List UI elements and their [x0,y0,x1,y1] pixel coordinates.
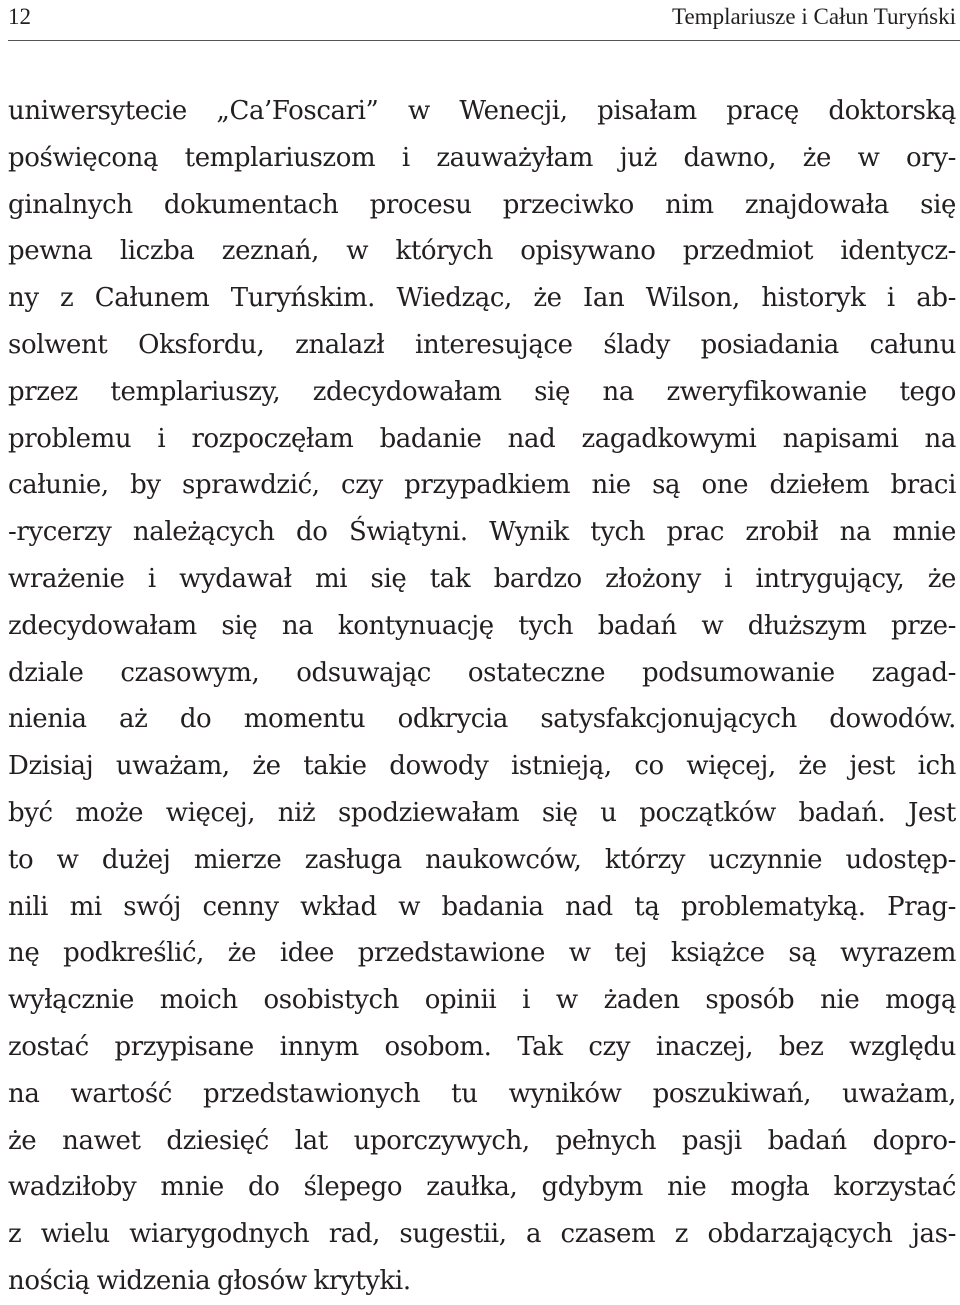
text-line: wrażenie i wydawał mi się tak bardzo złożony i intrygujący, że [8,563,956,594]
header-rule [8,40,960,41]
text-line: przez templariuszy, zdecydowałam się na zweryfikowanie tego [8,376,956,407]
text-line: ny z Całunem Turyńskim. Wiedząc, że Ian Wilson, historyk i ab- [8,283,956,314]
text-line: zostać przypisane innym osobom. Tak czy inaczej, bez względu [8,1031,956,1062]
text-line: ginalnych dokumentach procesu przeciwko nim znajdowała się [8,189,956,220]
text-line: na wartość przedstawionych tu wyników poszukiwań, uważam, [8,1078,956,1109]
page-number: 12 [8,4,31,29]
text-line: nienia aż do momentu odkrycia satysfakcjonujących dowodów. [8,704,956,735]
text-line: całunie, by sprawdzić, czy przypadkiem nie są one dziełem braci [8,470,956,501]
text-line: wadziłoby mnie do ślepego zaułka, gdybym nie mogła korzystać [8,1172,956,1203]
text-line: wyłącznie moich osobistych opinii i w żaden sposób nie mogą [8,985,956,1016]
page-header [8,4,960,38]
text-line: to w dużej mierze zasługa naukowców, którzy uczynnie udostęp- [8,844,956,875]
text-line: -rycerzy należących do Świątyni. Wynik tych prac zrobił na mnie [8,517,956,548]
text-line: zdecydowałam się na kontynuację tych badań w dłuższym prze- [8,610,956,641]
text-line: solwent Oksfordu, znalazł interesujące ślady posiadania całunu [8,329,956,360]
text-line: problemu i rozpoczęłam badanie nad zagadkowymi napisami na [8,423,956,454]
text-line: uniwersytecie „Ca’Foscari” w Wenecji, pisałam pracę doktorską [8,96,956,126]
text-line: nę podkreślić, że idee przedstawione w tej książce są wyrazem [8,938,956,969]
text-line: nili mi swój cenny wkład w badania nad tą problematyką. Prag- [8,891,956,922]
text-line: być może więcej, niż spodziewałam się u początków badań. Jest [8,797,956,828]
running-title: Templariusze i Całun Turyński [672,4,956,29]
text-line: że nawet dziesięć lat uporczywych, pełnych pasji badań dopro- [8,1125,956,1156]
text-line: pewna liczba zeznań, w których opisywano przedmiot identycz- [8,236,956,267]
text-line: z wielu wiarygodnych rad, sugestii, a czasem z obdarzających jas- [8,1219,956,1250]
body-paragraph [8,88,956,1305]
text-line: Dzisiaj uważam, że takie dowody istnieją, co więcej, że jest ich [8,751,956,782]
text-line: poświęconą templariuszom i zauważyłam już dawno, że w ory- [8,142,956,173]
text-line: nością widzenia głosów krytyki. [8,1265,411,1296]
text-line: dziale czasowym, odsuwając ostateczne podsumowanie zagad- [8,657,956,688]
